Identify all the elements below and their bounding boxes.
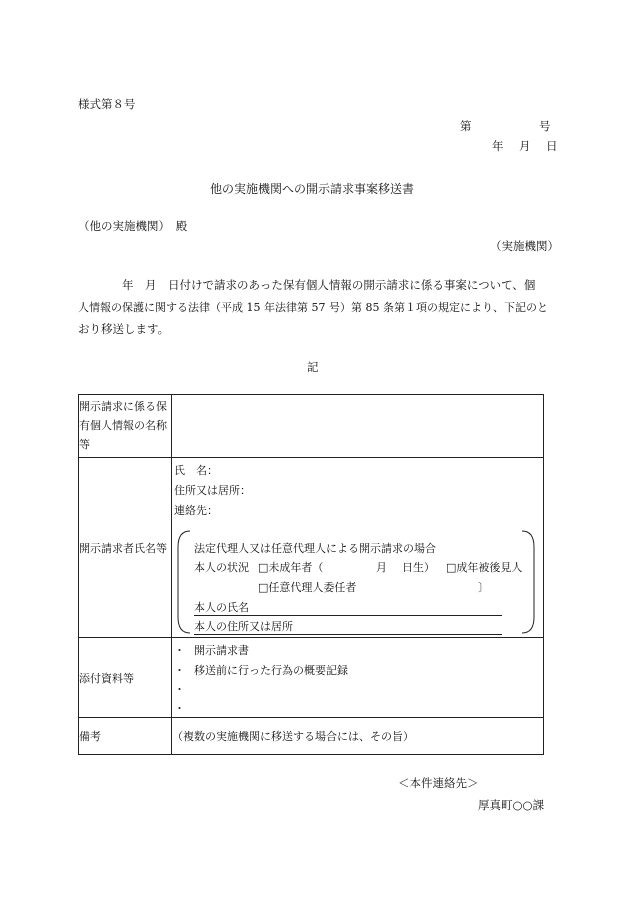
- label-info-name-line2: 有個人情報の名称: [79, 419, 167, 432]
- label-info-name: [79, 395, 172, 458]
- label-info-name-line3: 等: [79, 438, 90, 451]
- label-info-name-line1: 開示請求に係る保: [79, 400, 167, 413]
- attachment-bullet-4: ・: [174, 702, 185, 715]
- month-label: 月: [376, 561, 387, 574]
- ki-heading: 記: [307, 360, 319, 374]
- table-row-remarks: [79, 718, 544, 755]
- table-row-requester: [79, 458, 544, 638]
- attachment-bullet-3: ・: [174, 683, 185, 696]
- principal-address-label: 本人の住所又は居所: [194, 620, 293, 633]
- contact-label: 連絡先：: [174, 504, 218, 517]
- attachment-bullet-1: ・: [174, 644, 185, 657]
- body-line-2: 人情報の保護に関する法律（平成 15 年法律第 57 号）第 85 条第１項の規定により、下記のと: [78, 301, 548, 314]
- details-table: [78, 394, 544, 755]
- value-remarks: [172, 718, 544, 755]
- doc-number-prefix: 第: [460, 119, 472, 133]
- value-requester: [172, 458, 544, 638]
- document-title: 他の実施機関への開示請求事案移送書: [210, 182, 415, 196]
- minor-option: □未成年者（: [258, 561, 324, 574]
- agent-option: □任意代理人委任者: [258, 581, 357, 594]
- contact-heading: ＜本件連絡先＞: [398, 776, 479, 790]
- label-attachments-text: 添付資料等: [79, 671, 134, 685]
- ward-option: □成年被後見人: [446, 561, 523, 574]
- body-line-3: おり移送します。: [78, 322, 170, 336]
- value-info-name: [172, 395, 544, 458]
- value-attachments: [172, 638, 544, 718]
- address-label: 住所又は居所：: [174, 484, 251, 497]
- status-label: 本人の状況: [194, 561, 249, 574]
- agent-title: 法定代理人又は任意代理人による開示請求の場合: [194, 542, 436, 555]
- principal-address: [194, 618, 502, 635]
- table-row-attachments: [79, 638, 544, 718]
- label-requester-text: 開示請求者氏名等: [79, 541, 167, 555]
- body-line-1: 年 月 日付けで請求のあった保有個人情報の開示請求に係る事案について、個: [122, 278, 536, 292]
- label-remarks: [79, 718, 172, 755]
- attachment-item-2: 移送前に行った行為の概要記録: [194, 664, 348, 677]
- doc-number-suffix: 号: [539, 119, 551, 133]
- addressee: （他の実施機関） 殿: [78, 219, 188, 233]
- date-line: 年 月 日: [492, 139, 560, 153]
- sender: （実施機関）: [490, 239, 559, 253]
- contact-department: 厚真町○○課: [478, 798, 545, 812]
- label-attachments: [79, 638, 172, 718]
- agent-bracket-close: 〕: [478, 581, 489, 594]
- attachment-item-1: 開示請求書: [194, 644, 249, 657]
- table-row-info-name: [79, 395, 544, 458]
- label-remarks-text: 備考: [79, 730, 101, 743]
- attachment-bullet-2: ・: [174, 664, 185, 677]
- form-number: 様式第８号: [78, 97, 136, 111]
- label-requester: [79, 458, 172, 638]
- birth-suffix: 日生）: [402, 561, 435, 574]
- remarks-text: （複数の実施機関に移送する場合には、その旨）: [172, 730, 414, 743]
- name-label: 氏 名：: [174, 464, 218, 477]
- principal-name: [194, 599, 502, 616]
- principal-name-label: 本人の氏名: [194, 601, 249, 614]
